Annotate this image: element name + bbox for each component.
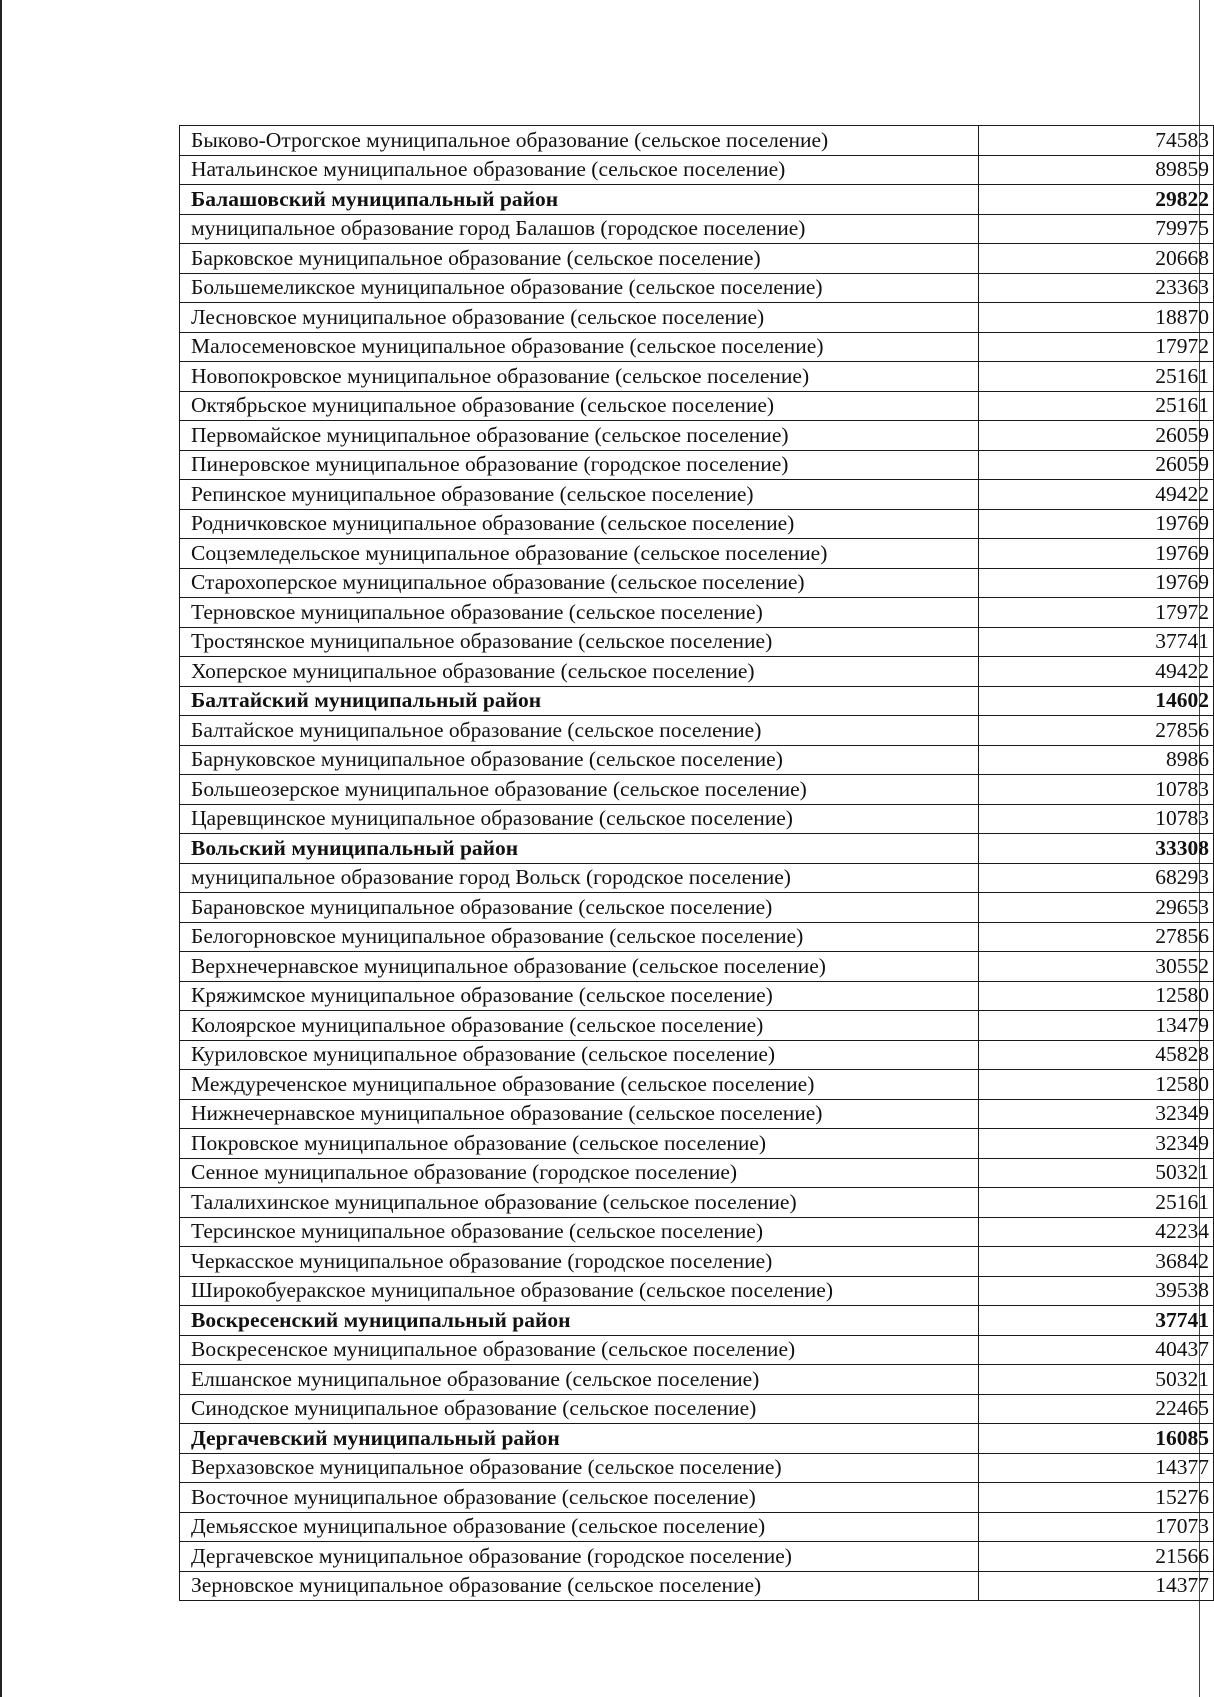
municipality-name-cell: Хоперское муниципальное образование (сельское поселение) <box>180 657 979 687</box>
municipality-name-cell: Куриловское муниципальное образование (сельское поселение) <box>180 1040 979 1070</box>
municipality-name-cell: Черкасское муниципальное образование (городское поселение) <box>180 1247 979 1277</box>
municipality-value-cell: 29653 <box>979 893 1214 923</box>
table-row <box>180 214 1214 244</box>
table-row <box>180 568 1214 598</box>
district-row <box>180 1424 1214 1454</box>
table-row <box>180 598 1214 628</box>
municipality-value-cell: 10783 <box>979 804 1214 834</box>
municipality-name-cell: Родничковское муниципальное образование (сельское поселение) <box>180 509 979 539</box>
municipality-name-cell: Верхазовское муниципальное образование (сельское поселение) <box>180 1453 979 1483</box>
table-row <box>180 1483 1214 1513</box>
allocation-table <box>179 125 1214 1601</box>
municipality-value-cell: 17073 <box>979 1512 1214 1542</box>
municipality-value-cell: 89859 <box>979 155 1214 185</box>
municipality-value-cell: 27856 <box>979 716 1214 746</box>
table-row <box>180 627 1214 657</box>
table-row <box>180 1011 1214 1041</box>
district-name-cell: Воскресенский муниципальный район <box>180 1306 979 1336</box>
table-row <box>180 155 1214 185</box>
district-row <box>180 185 1214 215</box>
municipality-value-cell: 14377 <box>979 1571 1214 1601</box>
municipality-value-cell: 74583 <box>979 126 1214 156</box>
table-row <box>180 775 1214 805</box>
district-row <box>180 686 1214 716</box>
table-row <box>180 1188 1214 1218</box>
municipality-value-cell: 15276 <box>979 1483 1214 1513</box>
table-row <box>180 1070 1214 1100</box>
table-row <box>180 1040 1214 1070</box>
municipality-name-cell: Лесновское муниципальное образование (сельское поселение) <box>180 303 979 333</box>
table-row <box>180 1335 1214 1365</box>
municipality-name-cell: Октябрьское муниципальное образование (сельское поселение) <box>180 391 979 421</box>
municipality-name-cell: Тростянское муниципальное образование (сельское поселение) <box>180 627 979 657</box>
table-row <box>180 273 1214 303</box>
table-row <box>180 332 1214 362</box>
municipality-name-cell: Барнуковское муниципальное образование (сельское поселение) <box>180 745 979 775</box>
scan-left-edge <box>0 0 2 1697</box>
municipality-name-cell: Широкобуеракское муниципальное образование (сельское поселение) <box>180 1276 979 1306</box>
municipality-value-cell: 17972 <box>979 332 1214 362</box>
municipality-name-cell: Царевщинское муниципальное образование (сельское поселение) <box>180 804 979 834</box>
municipality-value-cell: 37741 <box>979 627 1214 657</box>
municipality-value-cell: 21566 <box>979 1542 1214 1572</box>
municipality-value-cell: 17972 <box>979 598 1214 628</box>
municipality-name-cell: Натальинское муниципальное образование (сельское поселение) <box>180 155 979 185</box>
municipality-name-cell: Талалихинское муниципальное образование (сельское поселение) <box>180 1188 979 1218</box>
table-row <box>180 922 1214 952</box>
municipality-name-cell: Зерновское муниципальное образование (сельское поселение) <box>180 1571 979 1601</box>
table-row <box>180 1158 1214 1188</box>
municipality-value-cell: 19769 <box>979 539 1214 569</box>
district-row <box>180 834 1214 864</box>
municipality-value-cell: 27856 <box>979 922 1214 952</box>
table-row <box>180 362 1214 392</box>
municipality-value-cell: 49422 <box>979 657 1214 687</box>
table-row <box>180 952 1214 982</box>
municipality-value-cell: 22465 <box>979 1394 1214 1424</box>
municipality-name-cell: Елшанское муниципальное образование (сельское поселение) <box>180 1365 979 1395</box>
table-row <box>180 981 1214 1011</box>
table-row <box>180 244 1214 274</box>
municipality-name-cell: Репинское муниципальное образование (сельское поселение) <box>180 480 979 510</box>
table-row <box>180 1276 1214 1306</box>
municipality-name-cell: Белогорновское муниципальное образование (сельское поселение) <box>180 922 979 952</box>
municipality-name-cell: Пинеровское муниципальное образование (городское поселение) <box>180 450 979 480</box>
municipality-value-cell: 10783 <box>979 775 1214 805</box>
district-name-cell: Балтайский муниципальный район <box>180 686 979 716</box>
table-row <box>180 1571 1214 1601</box>
municipality-name-cell: муниципальное образование город Вольск (городское поселение) <box>180 863 979 893</box>
municipality-value-cell: 68293 <box>979 863 1214 893</box>
district-value-cell: 16085 <box>979 1424 1214 1454</box>
municipality-name-cell: Нижнечернавское муниципальное образование (сельское поселение) <box>180 1099 979 1129</box>
table-row <box>180 863 1214 893</box>
municipality-value-cell: 12580 <box>979 981 1214 1011</box>
municipality-value-cell: 36842 <box>979 1247 1214 1277</box>
municipality-name-cell: Сенное муниципальное образование (городское поселение) <box>180 1158 979 1188</box>
table-row <box>180 1453 1214 1483</box>
municipality-name-cell: Воскресенское муниципальное образование (сельское поселение) <box>180 1335 979 1365</box>
municipality-value-cell: 32349 <box>979 1099 1214 1129</box>
municipality-value-cell: 49422 <box>979 480 1214 510</box>
municipality-value-cell: 19769 <box>979 509 1214 539</box>
district-name-cell: Балашовский муниципальный район <box>180 185 979 215</box>
table-row <box>180 1542 1214 1572</box>
district-row <box>180 1306 1214 1336</box>
municipality-name-cell: Синодское муниципальное образование (сельское поселение) <box>180 1394 979 1424</box>
municipality-value-cell: 50321 <box>979 1365 1214 1395</box>
table-row <box>180 1129 1214 1159</box>
municipality-name-cell: Восточное муниципальное образование (сельское поселение) <box>180 1483 979 1513</box>
municipality-name-cell: Соцземледельское муниципальное образование (сельское поселение) <box>180 539 979 569</box>
municipality-name-cell: Новопокровское муниципальное образование (сельское поселение) <box>180 362 979 392</box>
table-row <box>180 303 1214 333</box>
municipality-value-cell: 20668 <box>979 244 1214 274</box>
table-row <box>180 893 1214 923</box>
table-row <box>180 745 1214 775</box>
municipality-value-cell: 25161 <box>979 391 1214 421</box>
municipality-name-cell: Балтайское муниципальное образование (сельское поселение) <box>180 716 979 746</box>
table-row <box>180 1512 1214 1542</box>
municipality-name-cell: Покровское муниципальное образование (сельское поселение) <box>180 1129 979 1159</box>
municipality-value-cell: 45828 <box>979 1040 1214 1070</box>
table-row <box>180 1247 1214 1277</box>
municipality-name-cell: Барковское муниципальное образование (сельское поселение) <box>180 244 979 274</box>
municipality-name-cell: Верхнечернавское муниципальное образование (сельское поселение) <box>180 952 979 982</box>
municipality-name-cell: Демьясское муниципальное образование (сельское поселение) <box>180 1512 979 1542</box>
municipality-value-cell: 23363 <box>979 273 1214 303</box>
table-row <box>180 804 1214 834</box>
municipality-name-cell: Терсинское муниципальное образование (сельское поселение) <box>180 1217 979 1247</box>
table-row <box>180 421 1214 451</box>
municipality-name-cell: Дергачевское муниципальное образование (городское поселение) <box>180 1542 979 1572</box>
municipality-value-cell: 26059 <box>979 421 1214 451</box>
municipality-value-cell: 19769 <box>979 568 1214 598</box>
municipality-value-cell: 13479 <box>979 1011 1214 1041</box>
municipality-name-cell: Колоярское муниципальное образование (сельское поселение) <box>180 1011 979 1041</box>
municipality-value-cell: 26059 <box>979 450 1214 480</box>
municipality-value-cell: 42234 <box>979 1217 1214 1247</box>
table-row <box>180 450 1214 480</box>
table-row <box>180 539 1214 569</box>
municipality-name-cell: Первомайское муниципальное образование (сельское поселение) <box>180 421 979 451</box>
municipality-value-cell: 39538 <box>979 1276 1214 1306</box>
municipality-value-cell: 14377 <box>979 1453 1214 1483</box>
municipality-name-cell: Малосеменовское муниципальное образование (сельское поселение) <box>180 332 979 362</box>
municipality-name-cell: Барановское муниципальное образование (сельское поселение) <box>180 893 979 923</box>
municipality-name-cell: Кряжимское муниципальное образование (сельское поселение) <box>180 981 979 1011</box>
district-value-cell: 29822 <box>979 185 1214 215</box>
municipality-value-cell: 30552 <box>979 952 1214 982</box>
table-row <box>180 509 1214 539</box>
municipality-name-cell: муниципальное образование город Балашов (городское поселение) <box>180 214 979 244</box>
municipality-value-cell: 25161 <box>979 362 1214 392</box>
table-row <box>180 716 1214 746</box>
table-row <box>180 480 1214 510</box>
table-body <box>180 126 1214 1601</box>
district-value-cell: 14602 <box>979 686 1214 716</box>
municipality-value-cell: 79975 <box>979 214 1214 244</box>
table-row <box>180 1217 1214 1247</box>
municipality-name-cell: Большемеликское муниципальное образование (сельское поселение) <box>180 273 979 303</box>
municipality-value-cell: 32349 <box>979 1129 1214 1159</box>
municipality-value-cell: 18870 <box>979 303 1214 333</box>
municipality-name-cell: Быково-Отрогское муниципальное образование (сельское поселение) <box>180 126 979 156</box>
district-name-cell: Дергачевский муниципальный район <box>180 1424 979 1454</box>
municipality-value-cell: 40437 <box>979 1335 1214 1365</box>
table-row <box>180 1099 1214 1129</box>
municipality-name-cell: Междуреченское муниципальное образование (сельское поселение) <box>180 1070 979 1100</box>
district-value-cell: 33308 <box>979 834 1214 864</box>
municipality-name-cell: Терновское муниципальное образование (сельское поселение) <box>180 598 979 628</box>
municipality-name-cell: Большеозерское муниципальное образование (сельское поселение) <box>180 775 979 805</box>
municipality-value-cell: 8986 <box>979 745 1214 775</box>
municipality-name-cell: Старохоперское муниципальное образование (сельское поселение) <box>180 568 979 598</box>
table-row <box>180 1365 1214 1395</box>
municipality-value-cell: 25161 <box>979 1188 1214 1218</box>
municipality-value-cell: 50321 <box>979 1158 1214 1188</box>
table-row <box>180 1394 1214 1424</box>
municipality-value-cell: 12580 <box>979 1070 1214 1100</box>
district-value-cell: 37741 <box>979 1306 1214 1336</box>
table-row <box>180 657 1214 687</box>
table-row <box>180 126 1214 156</box>
district-name-cell: Вольский муниципальный район <box>180 834 979 864</box>
table-row <box>180 391 1214 421</box>
